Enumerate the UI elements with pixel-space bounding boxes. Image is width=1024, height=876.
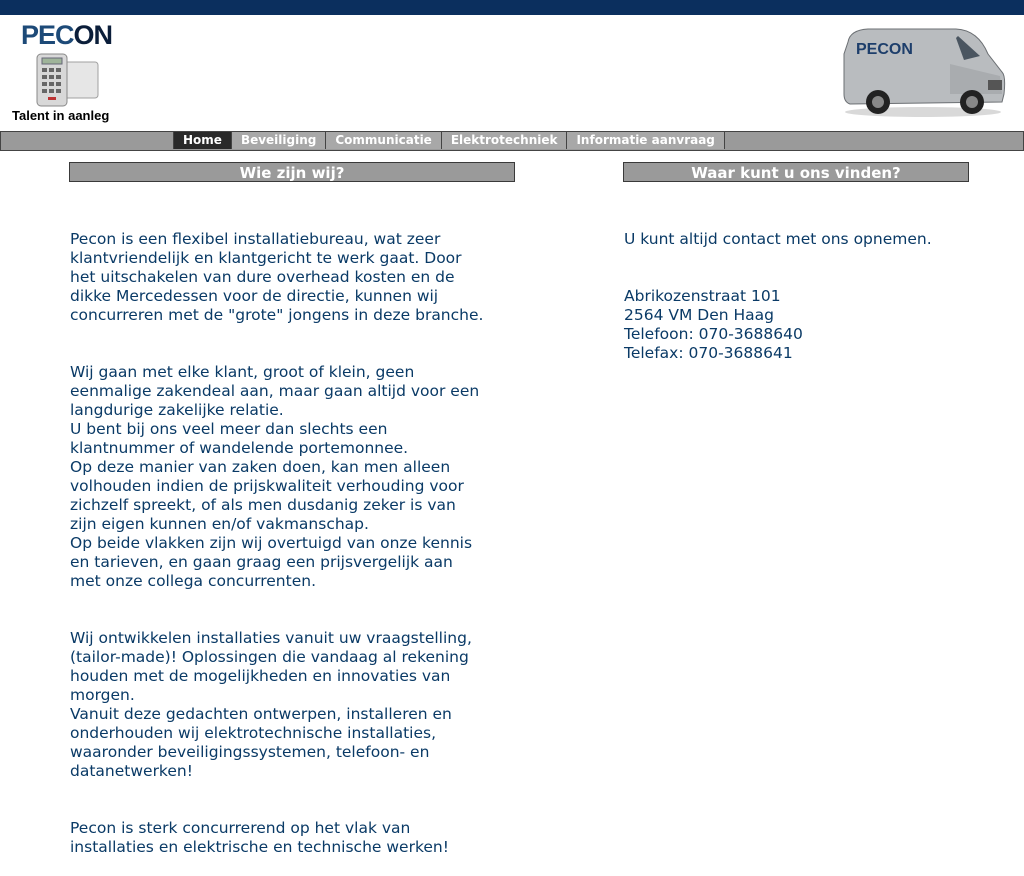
contact-address: Abrikozenstraat 101 2564 VM Den Haag Telefoon: 070-3688640 Telefax: 070-3688641 bbox=[624, 287, 803, 362]
nav-item-elektrotechniek[interactable]: Elektrotechniek bbox=[441, 132, 568, 149]
contact-intro: U kunt altijd contact met ons opnemen. bbox=[624, 230, 932, 248]
pecon-logo[interactable] bbox=[21, 20, 112, 51]
tagline: Talent in aanleg bbox=[12, 108, 110, 123]
section-header-contact: Waar kunt u ons vinden? bbox=[623, 162, 969, 182]
about-paragraph: Wij gaan met elke klant, groot of klein, geen eenmalige zakendeal aan, maar gaan altijd voor een langdurige zakelijke relatie. U bent bij ons veel meer dan slechts een klantnummer of wandelende portemonnee. Op deze manier van zaken doen, kan men alleen volhouden indien de prijskwaliteit verhouding voor zichzelf spreekt, of als men dusdanig zeker is van zijn eigen kunnen en/of vakmanschap. Op beide vlakken zijn wij overtuigd van onze kennis en tarieven, en gaan graag een prijsvergelijk aan met onze collega concurrenten. bbox=[70, 363, 480, 590]
contact-text bbox=[624, 211, 984, 382]
nav-item-informatie-aanvraag[interactable]: Informatie aanvraag bbox=[566, 132, 724, 149]
nav-item-beveiliging[interactable]: Beveiliging bbox=[231, 132, 326, 149]
main-nav bbox=[0, 131, 1024, 151]
logo-text-a: PEC bbox=[21, 20, 74, 50]
about-text bbox=[70, 211, 510, 876]
about-paragraph: Pecon is een flexibel installatiebureau, wat zeer klantvriendelijk en klantgericht te werk gaat. Door het uitschakelen van dure overhead kosten en de dikke Mercedessen voor de directie, kunnen wij concurreren met de "grote" jongens in deze branche. bbox=[70, 230, 484, 324]
about-paragraph: Wij ontwikkelen installaties vanuit uw vraagstelling, (tailor-made)! Oplossingen die vandaag al rekening houden met de mogelijkheden en innovaties van morgen. Vanuit deze gedachten ontwerpen, installeren en onderhouden wij elektrotechnische installaties, waaronder beveiligingssystemen, telefoon- en datanetwerken! bbox=[70, 629, 472, 780]
logo-text-b: ON bbox=[73, 20, 113, 50]
van-logo-text: PECON bbox=[856, 41, 913, 58]
section-header-about: Wie zijn wij? bbox=[69, 162, 515, 182]
nav-item-communicatie[interactable]: Communicatie bbox=[325, 132, 441, 149]
about-paragraph: Pecon is sterk concurrerend op het vlak van installaties en elektrische en technische werken! bbox=[70, 819, 449, 856]
nav-item-home[interactable]: Home bbox=[173, 132, 232, 149]
pecon-van-image bbox=[838, 24, 1008, 118]
top-bar bbox=[0, 0, 1024, 15]
alarm-keypad-image bbox=[34, 52, 102, 107]
